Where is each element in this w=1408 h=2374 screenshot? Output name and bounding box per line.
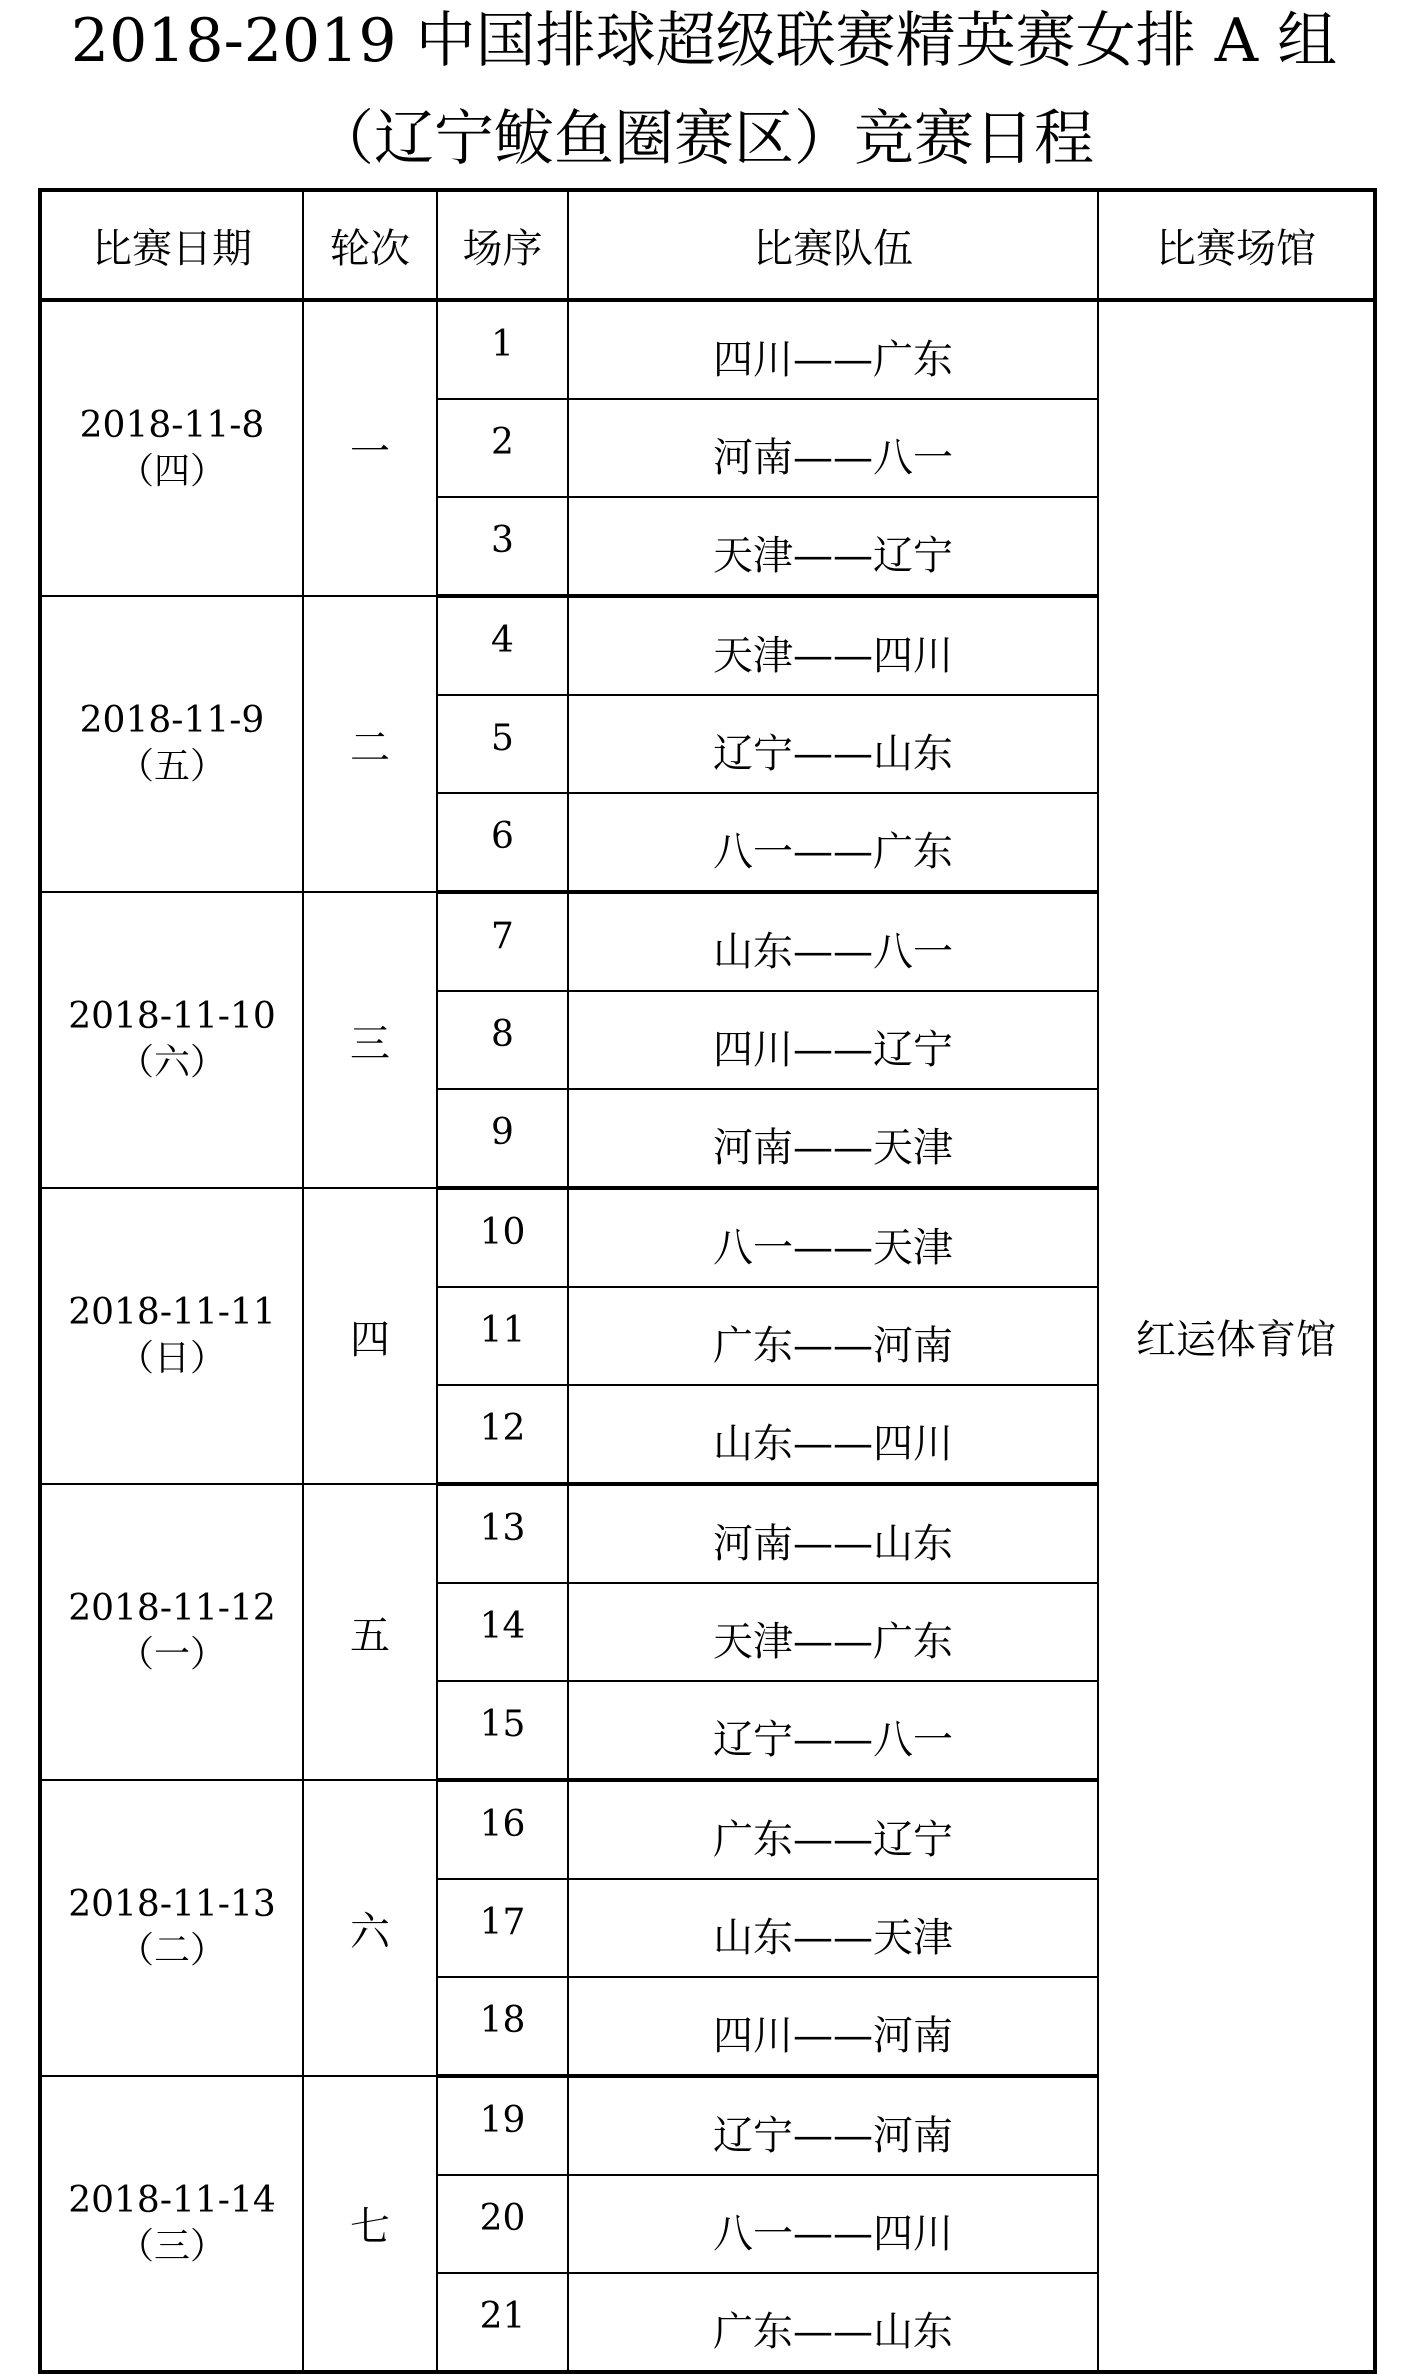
table-row — [40, 300, 1375, 399]
match-teams-cell: 八一——四川 — [568, 2175, 1098, 2273]
match-weekday: （二） — [117, 1930, 226, 1971]
match-date: 2018-11-14 — [68, 2179, 276, 2221]
match-no-cell: 19 — [437, 2076, 568, 2175]
round-cell: 五 — [303, 1484, 437, 1780]
match-weekday: （日） — [117, 1338, 226, 1379]
match-no-cell: 9 — [437, 1089, 568, 1188]
match-teams-cell: 八一——天津 — [568, 1188, 1098, 1287]
match-weekday: （一） — [117, 1634, 226, 1675]
match-date: 2018-11-9 — [79, 700, 265, 741]
match-no-cell: 10 — [437, 1188, 568, 1287]
date-cell — [40, 1484, 303, 1780]
match-teams-cell: 河南——天津 — [568, 1089, 1098, 1188]
match-teams-cell: 辽宁——山东 — [568, 695, 1098, 793]
match-no-cell: 18 — [437, 1977, 568, 2076]
round-cell: 三 — [303, 892, 437, 1188]
venue-cell: 红运体育馆 — [1098, 300, 1375, 2372]
header-match-no: 场序 — [437, 190, 568, 300]
match-date: 2018-11-10 — [68, 996, 276, 1037]
schedule-body — [40, 300, 1375, 2372]
match-no-cell: 3 — [437, 497, 568, 596]
schedule-table — [38, 188, 1377, 2374]
match-teams-cell: 山东——八一 — [568, 892, 1098, 991]
match-date: 2018-11-12 — [68, 1588, 276, 1629]
match-teams-cell: 四川——河南 — [568, 1977, 1098, 2076]
match-weekday: （五） — [117, 746, 226, 787]
round-cell: 七 — [303, 2076, 437, 2372]
match-weekday: （三） — [117, 2225, 226, 2267]
match-no-cell: 7 — [437, 892, 568, 991]
header-venue: 比赛场馆 — [1098, 190, 1375, 300]
match-teams-cell: 天津——广东 — [568, 1583, 1098, 1681]
header-row — [40, 190, 1375, 300]
header-date: 比赛日期 — [40, 190, 303, 300]
match-teams-cell: 辽宁——八一 — [568, 1681, 1098, 1780]
match-no-cell: 4 — [437, 596, 568, 695]
match-no-cell: 17 — [437, 1879, 568, 1977]
header-teams: 比赛队伍 — [568, 190, 1098, 300]
match-teams-cell: 广东——河南 — [568, 1287, 1098, 1385]
match-no-cell: 16 — [437, 1780, 568, 1879]
match-no-cell: 13 — [437, 1484, 568, 1583]
date-cell — [40, 300, 303, 596]
match-teams-cell: 辽宁——河南 — [568, 2076, 1098, 2175]
match-no-cell: 21 — [437, 2273, 568, 2372]
match-date: 2018-11-11 — [68, 1292, 276, 1333]
match-no-cell: 12 — [437, 1385, 568, 1484]
match-teams-cell: 四川——辽宁 — [568, 991, 1098, 1089]
date-cell — [40, 2076, 303, 2372]
match-no-cell: 8 — [437, 991, 568, 1089]
match-no-cell: 2 — [437, 399, 568, 497]
match-no-cell: 6 — [437, 793, 568, 892]
match-no-cell: 11 — [437, 1287, 568, 1385]
match-no-cell: 1 — [437, 300, 568, 399]
match-no-cell: 14 — [437, 1583, 568, 1681]
round-cell: 四 — [303, 1188, 437, 1484]
match-no-cell: 15 — [437, 1681, 568, 1780]
match-teams-cell: 天津——四川 — [568, 596, 1098, 695]
match-teams-cell: 广东——辽宁 — [568, 1780, 1098, 1879]
match-teams-cell: 八一——广东 — [568, 793, 1098, 892]
match-weekday: （四） — [117, 450, 226, 492]
round-cell: 二 — [303, 596, 437, 892]
match-teams-cell: 四川——广东 — [568, 300, 1098, 399]
match-weekday: （六） — [117, 1042, 226, 1083]
match-teams-cell: 天津——辽宁 — [568, 497, 1098, 596]
date-cell — [40, 596, 303, 892]
date-cell — [40, 1780, 303, 2076]
match-teams-cell: 河南——山东 — [568, 1484, 1098, 1583]
round-cell: 六 — [303, 1780, 437, 2076]
match-teams-cell: 山东——天津 — [568, 1879, 1098, 1977]
round-cell: 一 — [303, 300, 437, 596]
match-teams-cell: 山东——四川 — [568, 1385, 1098, 1484]
match-date: 2018-11-13 — [68, 1884, 276, 1925]
match-date: 2018-11-8 — [79, 404, 265, 446]
match-no-cell: 5 — [437, 695, 568, 793]
document-title-line-2: （辽宁鲅鱼圈赛区）竞赛日程 — [314, 104, 1094, 174]
header-round: 轮次 — [303, 190, 437, 300]
date-cell — [40, 1188, 303, 1484]
match-no-cell: 20 — [437, 2175, 568, 2273]
match-teams-cell: 河南——八一 — [568, 399, 1098, 497]
document-title-line-1: 2018-2019 中国排球超级联赛精英赛女排 A 组 — [70, 6, 1338, 76]
match-teams-cell: 广东——山东 — [568, 2273, 1098, 2372]
date-cell — [40, 892, 303, 1188]
